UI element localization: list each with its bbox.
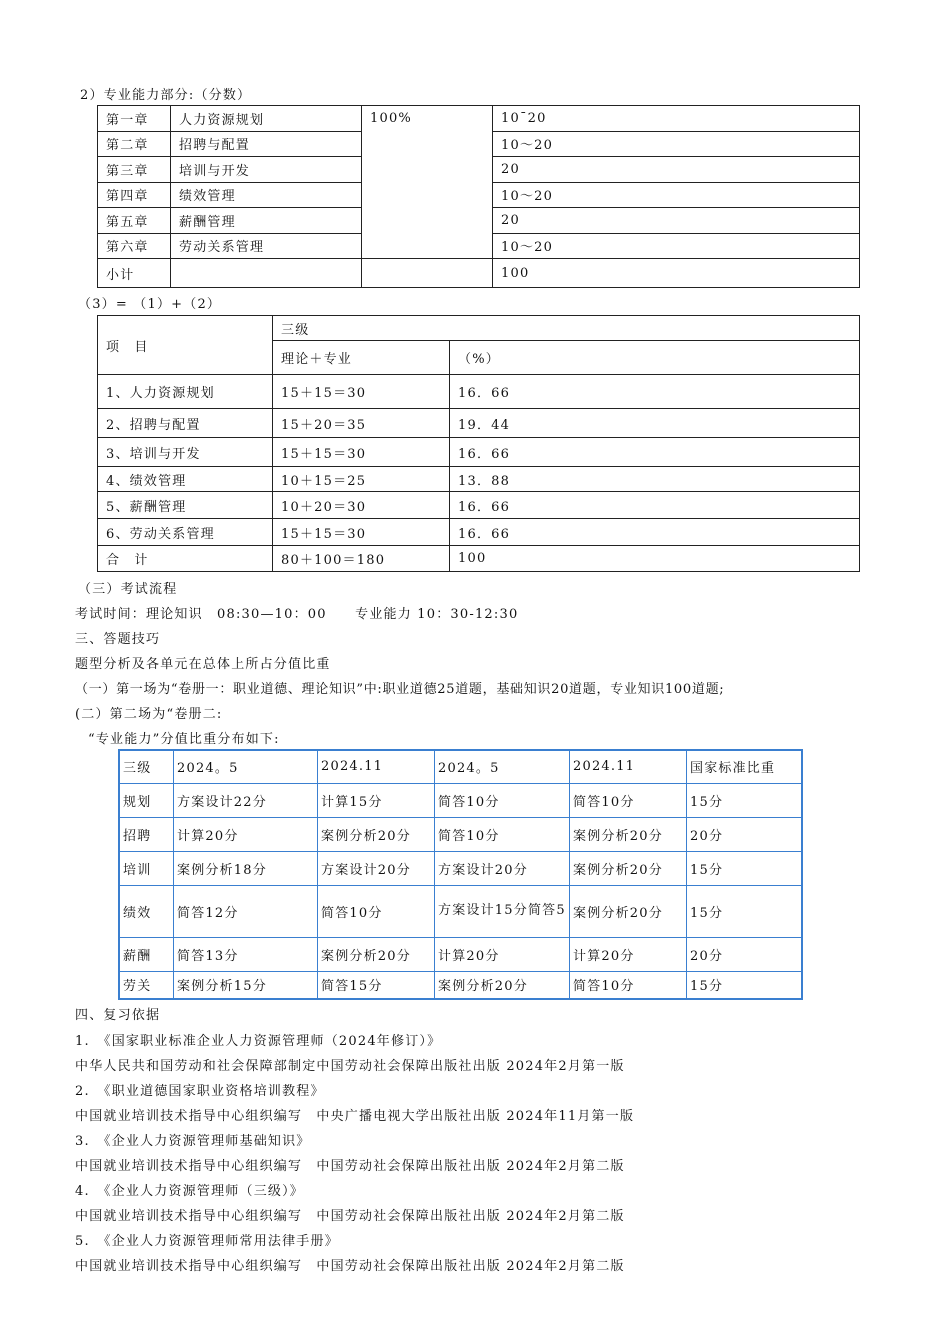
table-cell: 15分: [687, 851, 803, 885]
exam-history-table: [118, 749, 803, 1000]
table-cell: 案例分析20分: [570, 817, 687, 851]
exam-time-line: 考试时间：理论知识 08:30—10：00 专业能力 10：30-12:30: [75, 607, 519, 622]
table-cell: 简答12分: [174, 885, 318, 937]
table-cell: 案例分析20分: [570, 885, 687, 937]
table-row: [98, 375, 860, 409]
item-cell: 4、绩效管理: [98, 467, 273, 492]
ref-title: 3. 《企业人力资源管理师基础知识》: [75, 1134, 311, 1149]
header-cell: 三级: [119, 750, 174, 783]
table-row: [98, 519, 860, 546]
sub-header-cell: 理论＋专业: [273, 341, 450, 375]
table-cell: 简答10分: [435, 783, 570, 817]
calc-cell: 10＋20＝30: [273, 492, 450, 519]
table-row: [98, 316, 860, 341]
pct-cell: 16．66: [450, 438, 860, 467]
score-cell: 10～20: [493, 131, 860, 157]
item-cell: 3、培训与开发: [98, 438, 273, 467]
ref-publisher: 中国就业培训技术指导中心组织编写 中央广播电视大学出版社出版 2024年11月第一版: [75, 1109, 635, 1124]
formula-line: （3）= （1）+（2）: [78, 297, 222, 312]
table-cell: 规划: [119, 783, 174, 817]
percent-cell: 100%: [362, 106, 493, 259]
table-cell: 案例分析20分: [318, 817, 435, 851]
item-cell: 1、人力资源规划: [98, 375, 273, 409]
table-cell: 案例分析20分: [318, 937, 435, 971]
table-cell: 简答13分: [174, 937, 318, 971]
table-cell: 15分: [687, 783, 803, 817]
calc-cell: 15＋15＝30: [273, 375, 450, 409]
total-calc-cell: 80＋100＝180: [273, 546, 450, 572]
table-row: [98, 546, 860, 572]
subtotal-score-cell: 100: [493, 259, 860, 288]
pct-cell: 13．88: [450, 467, 860, 492]
pct-cell: 16．66: [450, 375, 860, 409]
table-row: [119, 817, 802, 851]
table-cell: 20分: [687, 817, 803, 851]
table-row: [119, 750, 802, 783]
table-cell: 方案设计22分: [174, 783, 318, 817]
table-row: [119, 937, 802, 971]
chapter-cell: 第三章: [98, 157, 171, 183]
pct-cell: 16．66: [450, 519, 860, 546]
score-cell: 20: [493, 157, 860, 183]
section-pro-ability-heading: 2）专业能力部分:（分数）: [80, 88, 252, 103]
item-cell: 2、招聘与配置: [98, 409, 273, 438]
table-cell: 计算20分: [174, 817, 318, 851]
table-cell: 计算15分: [318, 783, 435, 817]
chapter-cell: 第四章: [98, 182, 171, 208]
table-cell: 方案设计20分: [435, 851, 570, 885]
header-cell: 2024.11: [570, 750, 687, 783]
score-cell: 20: [493, 208, 860, 234]
item-cell: 5、薪酬管理: [98, 492, 273, 519]
table-cell: 绩效: [119, 885, 174, 937]
chapter-name-cell: 劳动关系管理: [171, 233, 362, 259]
ref-title: 1. 《国家职业标准企业人力资源管理师（2024年修订）》: [75, 1034, 442, 1049]
table-cell: 15分: [687, 885, 803, 937]
table-row: [119, 783, 802, 817]
pro-ability-dist-line: “专业能力”分值比重分布如下:: [88, 732, 280, 747]
chapter-name-cell: 培训与开发: [171, 157, 362, 183]
table-cell: 简答10分: [318, 885, 435, 937]
chapter-score-table: [97, 105, 860, 288]
chapter-name-cell: 招聘与配置: [171, 131, 362, 157]
table-cell: 培训: [119, 851, 174, 885]
level-header-cell: 三级: [273, 316, 860, 341]
chapter-name-cell: 绩效管理: [171, 182, 362, 208]
table-row: [98, 438, 860, 467]
calc-cell: 15＋15＝30: [273, 519, 450, 546]
chapter-name-cell: 人力资源规划: [171, 106, 362, 132]
table-row: [98, 467, 860, 492]
table-cell: 方案设计15分简答5: [435, 885, 570, 937]
pct-cell: 19．44: [450, 409, 860, 438]
exam-process-title: （三）考试流程: [78, 582, 178, 597]
item-header-cell: 项 目: [98, 316, 273, 375]
score-cell: 10～20: [493, 233, 860, 259]
table-cell: 招聘: [119, 817, 174, 851]
table-cell: 案例分析15分: [174, 971, 318, 999]
table-cell: 方案设计20分: [318, 851, 435, 885]
table-cell: 简答10分: [435, 817, 570, 851]
score-cell: 10～20: [493, 182, 860, 208]
total-pct-cell: 100: [450, 546, 860, 572]
empty-cell: [362, 259, 493, 288]
table-cell: 简答15分: [318, 971, 435, 999]
total-item-cell: 合 计: [98, 546, 273, 572]
chapter-cell: 第五章: [98, 208, 171, 234]
table-row: [98, 492, 860, 519]
header-cell: 2024。5: [174, 750, 318, 783]
analysis-title: 题型分析及各单元在总体上所占分值比重: [75, 657, 331, 672]
section4-title: 四、复习依据: [75, 1008, 161, 1023]
item-cell: 6、劳动关系管理: [98, 519, 273, 546]
table-cell: 案例分析20分: [570, 851, 687, 885]
empty-cell: [171, 259, 362, 288]
pct-cell: 16．66: [450, 492, 860, 519]
table-cell: 20分: [687, 937, 803, 971]
header-cell: 2024。5: [435, 750, 570, 783]
chapter-cell: 第六章: [98, 233, 171, 259]
calc-cell: 10＋15＝25: [273, 467, 450, 492]
ref-publisher: 中国就业培训技术指导中心组织编写 中国劳动社会保障出版社出版 2024年2月第二版: [75, 1159, 625, 1174]
table-cell: 简答10分: [570, 971, 687, 999]
header-cell: 2024.11: [318, 750, 435, 783]
first-session-line: （一）第一场为“卷册一：职业道德、理论知识”中:职业道德25道题，基础知识20道题，专业知识100道题;: [75, 682, 725, 697]
ref-publisher: 中华人民共和国劳动和社会保障部制定中国劳动社会保障出版社出版 2024年2月第一版: [75, 1059, 625, 1074]
table-row: [119, 971, 802, 999]
table-cell: 15分: [687, 971, 803, 999]
table-cell: 案例分析20分: [435, 971, 570, 999]
section3-title: 三、答题技巧: [75, 632, 161, 647]
table-cell: 劳关: [119, 971, 174, 999]
table-row: [119, 851, 802, 885]
table-row: [119, 885, 802, 937]
subtotal-label-cell: 小计: [98, 259, 171, 288]
level-weight-table: [97, 315, 860, 572]
table-row: [98, 259, 860, 288]
ref-title: 4. 《企业人力资源管理师（三级）》: [75, 1184, 305, 1199]
table-cell: 简答10分: [570, 783, 687, 817]
table-cell: 薪酬: [119, 937, 174, 971]
ref-publisher: 中国就业培训技术指导中心组织编写 中国劳动社会保障出版社出版 2024年2月第二版: [75, 1259, 625, 1274]
chapter-cell: 第二章: [98, 131, 171, 157]
second-session-line: (二）第二场为“卷册二:: [75, 707, 223, 722]
header-cell: 国家标准比重: [687, 750, 803, 783]
calc-cell: 15＋15＝30: [273, 438, 450, 467]
ref-publisher: 中国就业培训技术指导中心组织编写 中国劳动社会保障出版社出版 2024年2月第二版: [75, 1209, 625, 1224]
score-cell: 10¯20: [493, 106, 860, 132]
ref-title: 2. 《职业道德国家职业资格培训教程》: [75, 1084, 325, 1099]
table-cell: 计算20分: [435, 937, 570, 971]
table-row: [98, 106, 860, 132]
chapter-cell: 第一章: [98, 106, 171, 132]
table-cell: 计算20分: [570, 937, 687, 971]
table-cell: 案例分析18分: [174, 851, 318, 885]
sub-header-cell: （%）: [450, 341, 860, 375]
ref-title: 5. 《企业人力资源管理师常用法律手册》: [75, 1234, 339, 1249]
table-row: [98, 409, 860, 438]
calc-cell: 15＋20＝35: [273, 409, 450, 438]
chapter-name-cell: 薪酬管理: [171, 208, 362, 234]
